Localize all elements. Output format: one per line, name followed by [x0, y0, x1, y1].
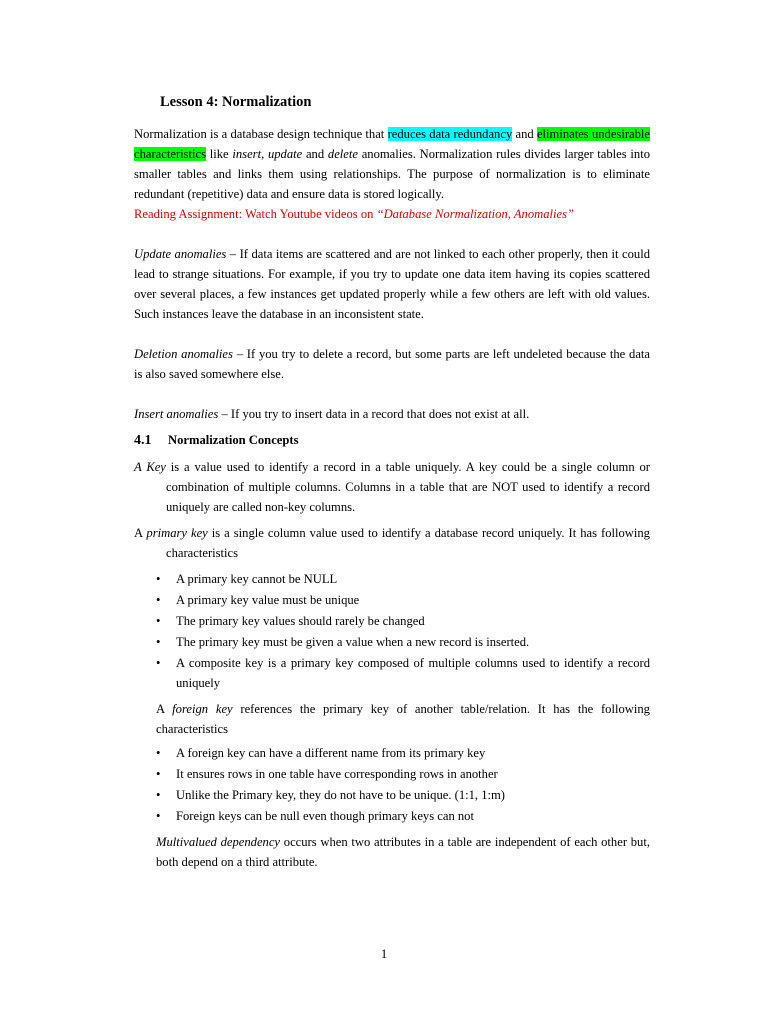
- list-item: • The primary key must be given a value when a new record is inserted.: [134, 632, 650, 652]
- bullet-icon: •: [156, 593, 161, 607]
- primary-key-list: [134, 569, 650, 693]
- section-heading: [134, 430, 650, 451]
- bullet-icon: •: [156, 572, 161, 586]
- list-item: • A primary key cannot be NULL: [134, 569, 650, 589]
- list-item: • A primary key value must be unique: [134, 590, 650, 610]
- update-anomalies-term: Update anomalies: [134, 247, 227, 261]
- bullet-icon: •: [156, 767, 161, 781]
- bullet-icon: •: [156, 614, 161, 628]
- reading-assignment: Reading Assignment: Watch Youtube videos on “Database Normalization, Anomalies”: [134, 207, 575, 221]
- list-item: • Unlike the Primary key, they do not have to be unique. (1:1, 1:m): [134, 785, 650, 805]
- intro-paragraph: Normalization is a database design technique that reduces data redundancy and eliminates undesirable characteristics like insert, update and delete anomalies. Normalization rules divides larger tables into smaller tables and links them using relationships. The purpose of normalization is to eliminate redundant (repetitive) data and ensure data is stored logically.: [134, 127, 650, 201]
- document-body: [134, 92, 650, 876]
- bullet-icon: •: [156, 788, 161, 802]
- highlight-eliminates-characteristics: eliminates undesirable characteristics: [134, 127, 650, 161]
- primary-key-definition: A primary key is a single column value used to identify a database record uniquely. It has following characteristics: [134, 526, 650, 560]
- section-title: Normalization Concepts: [168, 433, 299, 447]
- foreign-key-definition: A foreign key references the primary key of another table/relation. It has the following characteristics: [156, 702, 650, 736]
- list-item: • A foreign key can have a different name from its primary key: [134, 743, 650, 763]
- list-item: • A composite key is a primary key composed of multiple columns used to identify a record uniquely: [134, 653, 650, 693]
- multivalued-dependency-paragraph: Multivalued dependency occurs when two attributes in a table are independent of each other but, both depend on a third attribute.: [156, 835, 650, 869]
- bullet-icon: •: [156, 656, 161, 670]
- bullet-icon: •: [156, 809, 161, 823]
- list-item: • Foreign keys can be null even though primary keys can not: [134, 806, 650, 826]
- bullet-icon: •: [156, 746, 161, 760]
- foreign-key-list: [134, 743, 650, 826]
- section-number: 4.1: [134, 433, 152, 448]
- lesson-title: Lesson 4: Normalization: [160, 94, 312, 110]
- list-item: • It ensures rows in one table have corresponding rows in another: [134, 764, 650, 784]
- highlight-reduces-redundancy: reduces data redundancy: [387, 127, 513, 141]
- update-anomalies-paragraph: Update anomalies – If data items are scattered and are not linked to each other properly, then it could lead to strange situations. For example, if you try to update one data item having its copies scattered over several places, a few instances get updated properly while a few others are left with old values. Such instances leave the database in an inconsistent state.: [134, 247, 650, 321]
- insert-anomalies-paragraph: Insert anomalies – If you try to insert data in a record that does not exist at all.: [134, 407, 530, 421]
- insert-anomalies-term: Insert anomalies: [134, 407, 219, 421]
- page-number: 1: [380, 947, 388, 961]
- bullet-icon: •: [156, 635, 161, 649]
- deletion-anomalies-term: Deletion anomalies: [134, 347, 233, 361]
- deletion-anomalies-paragraph: Deletion anomalies – If you try to delete a record, but some parts are left undeleted because the data is also saved somewhere else.: [134, 347, 650, 381]
- list-item: • The primary key values should rarely be changed: [134, 611, 650, 631]
- key-definition: A Key is a value used to identify a record in a table uniquely. A key could be a single column or combination of multiple columns. Columns in a table that are NOT used to identify a record uniquely are called non-key columns.: [134, 460, 650, 514]
